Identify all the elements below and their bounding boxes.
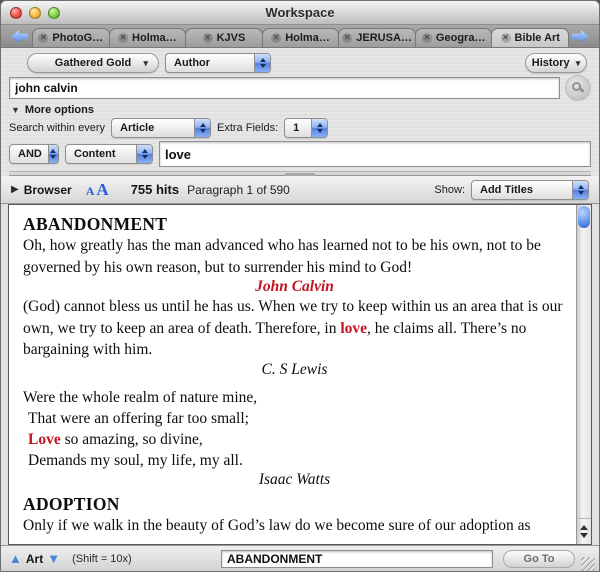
author-attribution: Isaac Watts	[258, 470, 331, 488]
tab-scroll-right-icon[interactable]	[572, 30, 589, 43]
goto-input[interactable]	[221, 550, 493, 568]
font-size-controls	[86, 180, 109, 200]
search-within-popup[interactable]	[111, 118, 211, 138]
window-resize-grip[interactable]	[581, 557, 595, 571]
vertical-scrollbar[interactable]	[576, 205, 591, 544]
module-selector-dropdown[interactable]	[27, 53, 159, 73]
popup-stepper-icon	[136, 145, 152, 163]
popup-stepper-icon	[194, 119, 210, 137]
article-paragraph: Only if we walk in the beauty of God’s law do we become sure of our adoption as	[23, 516, 531, 534]
history-button[interactable]	[525, 53, 587, 73]
tab-close-icon[interactable]: ✕	[343, 33, 351, 42]
tab-kjvs[interactable]	[185, 28, 263, 47]
show-popup[interactable]	[471, 180, 589, 200]
tab-geography[interactable]	[415, 28, 493, 47]
poem-block	[23, 387, 566, 471]
shift-hint-label: (Shift = 10x)	[72, 552, 132, 565]
poem-line: That were an offering far too small;	[28, 409, 249, 427]
operator-popup-label: AND	[18, 148, 42, 160]
poem-line: Were the whole realm of nature mine,	[23, 388, 258, 406]
tab-label: Holma…	[285, 32, 330, 44]
content-pane	[8, 204, 592, 545]
scrollbar-thumb[interactable]	[578, 206, 590, 228]
next-article-icon[interactable]: ▼	[47, 551, 61, 566]
splitter-handle[interactable]	[285, 173, 315, 176]
tab-photog[interactable]	[32, 28, 110, 47]
extra-field-type-label: Content	[74, 148, 116, 160]
tab-strip	[32, 28, 568, 47]
tab-label: Bible Art	[514, 32, 560, 44]
search-field-popup[interactable]	[165, 53, 271, 73]
tab-label: Geogra…	[435, 32, 486, 44]
goto-button[interactable]: Go To	[503, 550, 575, 568]
tab-bar	[1, 25, 599, 48]
article-paragraph: (God) cannot bless us until he has us. When we try to keep within us an area that is our own, we try to keep an area of death. Therefore, in love, he claims all. There’s no bargaining with him.	[23, 298, 563, 358]
close-window-button[interactable]	[10, 7, 22, 19]
search-field-popup-label: Author	[174, 57, 211, 69]
article-paragraph: Oh, how greatly has the man advanced who has learned not to be his own, not to be governed by his own reason, but to surrender his mind to God!	[23, 237, 541, 276]
magnifier-icon	[572, 82, 581, 91]
article-heading: ABANDONMENT	[23, 214, 168, 234]
poem-line: Demands my soul, my life, my all.	[28, 451, 243, 469]
tab-jerusalem[interactable]	[338, 28, 416, 47]
pane-splitter[interactable]	[9, 171, 591, 176]
extra-fields-popup-label: 1	[293, 122, 300, 134]
zoom-window-button[interactable]	[48, 7, 60, 19]
author-attribution: C. S Lewis	[261, 360, 328, 378]
history-button-label: History	[531, 57, 570, 69]
tab-scroll-left-icon[interactable]	[11, 30, 28, 43]
search-within-popup-label: Article	[120, 122, 155, 134]
bottom-bar	[1, 545, 599, 571]
popup-stepper-icon	[311, 119, 327, 137]
dropdown-caret-icon: ▾	[575, 57, 581, 68]
extra-search-input[interactable]	[159, 141, 591, 167]
article-nav-label: Art	[25, 551, 44, 566]
scroll-down-icon[interactable]	[580, 533, 588, 538]
tab-bible-art[interactable]	[491, 28, 569, 47]
show-popup-label: Add Titles	[480, 183, 533, 196]
browser-disclosure-icon[interactable]: ▶	[11, 184, 19, 195]
article-heading: ADOPTION	[23, 493, 120, 514]
more-options-label[interactable]: More options	[24, 103, 94, 116]
tab-holman-2[interactable]	[262, 28, 340, 47]
highlighted-search-term: Love	[28, 430, 61, 448]
article-text	[9, 205, 576, 544]
decrease-font-icon[interactable]: A	[85, 183, 95, 198]
search-within-label: Search within every	[9, 122, 105, 134]
increase-font-icon[interactable]: A	[96, 179, 109, 199]
tab-close-icon[interactable]: ✕	[204, 33, 211, 42]
show-label: Show:	[434, 183, 465, 196]
scroll-up-icon[interactable]	[580, 525, 588, 530]
hits-count: 755 hits	[130, 182, 180, 197]
tab-close-icon[interactable]: ✕	[423, 33, 431, 42]
extra-fields-label: Extra Fields:	[217, 122, 279, 134]
scrollbar-arrows	[577, 518, 591, 544]
extra-field-type-popup[interactable]	[65, 144, 153, 164]
dropdown-caret-icon: ▾	[143, 57, 148, 68]
popup-stepper-icon	[572, 181, 588, 199]
browser-label[interactable]: Browser	[23, 182, 72, 197]
previous-article-icon[interactable]: ▲	[9, 551, 22, 566]
poem-line: Love so amazing, so divine,	[28, 430, 203, 448]
search-toolbar	[1, 48, 599, 176]
extra-fields-popup[interactable]	[284, 118, 328, 138]
window-controls	[10, 1, 60, 24]
popup-stepper-icon	[254, 54, 270, 72]
tab-holman-1[interactable]	[109, 28, 187, 47]
tab-close-icon[interactable]: ✕	[502, 33, 509, 42]
tab-close-icon[interactable]: ✕	[119, 33, 127, 42]
author-attribution: John Calvin	[255, 278, 334, 295]
tab-label: KJVS	[216, 32, 246, 44]
highlighted-search-term: love	[340, 319, 368, 337]
window-title: Workspace	[265, 5, 335, 20]
operator-popup[interactable]	[9, 144, 59, 164]
more-options-disclosure-icon[interactable]: ▼	[11, 104, 20, 115]
search-button[interactable]	[565, 75, 591, 101]
browser-bar	[1, 176, 599, 204]
tab-close-icon[interactable]: ✕	[272, 33, 280, 42]
title-bar	[1, 1, 599, 25]
module-selector-label: Gathered Gold	[54, 57, 132, 69]
tab-close-icon[interactable]: ✕	[40, 33, 47, 42]
paragraph-position: Paragraph 1 of 590	[187, 182, 290, 197]
minimize-window-button[interactable]	[29, 7, 41, 19]
tab-label: Holma…	[132, 32, 177, 44]
tab-label: PhotoG…	[52, 32, 104, 44]
scrollbar-track[interactable]	[577, 229, 591, 518]
search-input[interactable]	[9, 77, 560, 99]
popup-stepper-icon	[48, 145, 58, 163]
tab-label: JERUSA…	[356, 32, 412, 44]
